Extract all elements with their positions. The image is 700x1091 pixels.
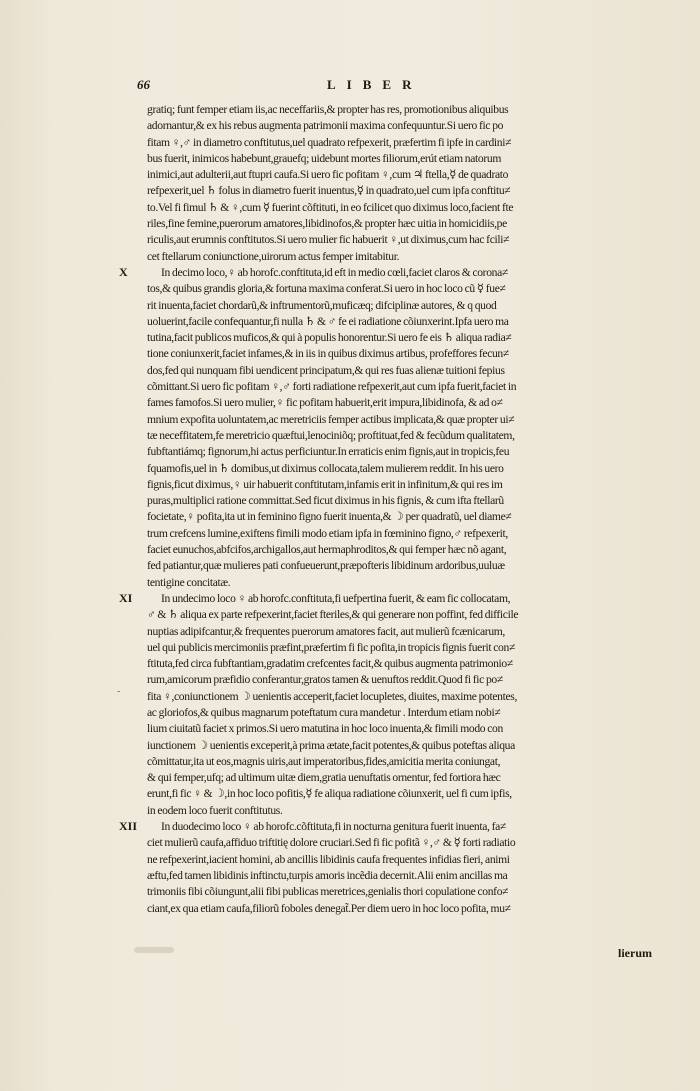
text-line: ciet mulierũ caufa,affiduo triftitię dolore cruciari.Sed fi fic pofitã ♀,♂ & ☿ forti radiatio: [147, 836, 516, 850]
text-line: tutina,facit publicos muficos,& qui à populis honorentur.Si uero fe eis ♄ aliqua radia≠: [147, 331, 512, 345]
section-marker: XII: [119, 819, 138, 834]
text-line: rit inuenta,faciet chordarũ,& inftrumentorũ,muficæq; difciplinæ autores, & q quod: [147, 298, 497, 312]
text-line: In undecimo loco ♀ ab horofc.conftituta,fi uefpertina fuerit, & eam fic collocatam,: [161, 591, 511, 605]
paragraph: [119, 264, 659, 591]
text-line: riles,fine femine,puerorum amatores,libidinofos,& propter hæc uitia in homicidiis,pe: [147, 217, 507, 231]
text-line: fitam ♀,♂ in diametro conftitutus,uel quadrato refpexerit, præfertim fi ipfe in cardini≠: [147, 135, 512, 149]
section-marker: X: [119, 264, 128, 279]
text-line: tos,& quibus grandis gloria,& fortuna maxima conferat.Si uero in hoc loco cũ ☿ fue≠: [147, 282, 506, 296]
text-line: ne refpexerint,iacient homini, ab ancillis libidinis caufa frequentes infidias fieri, animi: [147, 852, 510, 866]
section-marker: XI: [119, 590, 133, 605]
text-line: ac gloriofos,& quibus magnarum poteftatum cura mandetur . Interdum etiam nobi≠: [147, 705, 501, 719]
text-line: fames famofos.Si uero mulier,♀ fic pofitam habuerit,erit impura,libidinofa, & ad o≠: [147, 396, 503, 410]
text-line: In decimo loco,♀ ab horofc.conftituta,id eft in medio cœli,faciet claros & corona≠: [161, 265, 508, 279]
text-line: ftituta,fed circa fubftantiam,gradatim crefcentes facit,& quibus augmenta patrimonio≠: [147, 657, 513, 671]
text-line: ♂ & ♄ aliqua ex parte refpexerint,faciet fteriles,& qui generare non poffint, fed difficile: [147, 608, 519, 622]
margin-mark: -: [117, 686, 121, 697]
text-line: dos,fed qui nunquam fibi uendicent principatum,& qui res fuas alienæ tuitioni fepius: [147, 363, 505, 377]
text-line: trimoniis fibi cõiungunt,alii fibi publicas meretrices,genialis thori copulatione confo≠: [147, 885, 509, 899]
text-line: adornantur,& ex his rebus augmenta patrimonii maxima confequuntur.Si uero fic po: [147, 119, 504, 133]
text-line: to.Vel fi fimul ♄ & ♀,cum ☿ fuerint cõftituti, in eo fcilicet quo diximus loco,facient fte: [147, 200, 514, 214]
page-header: [137, 77, 657, 95]
text-line: In duodecimo loco ♀ ab horofc.cõftituta,fi in nocturna genitura fuerit inuenta, fa≠: [161, 820, 506, 834]
text-line: focietate,♀ pofita,ita ut in feminino figno fuerit inuenta,& ☽ per quadratũ, uel diame≠: [147, 510, 512, 524]
text-line: puras,multiplici ratione committat.Sed ficut diximus in his fignis, & cum ifta ftellarũ: [147, 494, 504, 508]
text-line: bus fuerit, inimicos habebunt,grauefq; uidebunt mortes filiorum,erút etiam natorum: [147, 151, 501, 165]
text-line: tentigine concitatæ.: [147, 575, 231, 589]
text-line: æftu,fed tamen libidinis inftinctu,turpis amoris incẽdia decernit.Alii enim ancillas ma: [147, 868, 508, 882]
text-line: trum crefcens lumine,exiftens fimili modo etiam ipfa in fœminino figno,♂ refpexerit,: [147, 526, 508, 540]
text-line: erunt,fi fic ♀ & ☽,in hoc loco pofitis,☿ fe aliqua radiatione cõiunxerit, uel fi cum ipfis,: [147, 787, 512, 801]
text-line: nuptias adipifcantur,& frequentes puerorum amatores facit, aut mulierũ fcænicarum,: [147, 624, 505, 638]
text-line: & qui femper,ufq; ad ultimum uitæ diem,gratia uenuftatis ornentur, fed fortiora hæc: [147, 771, 501, 785]
running-head: LIBER: [327, 77, 423, 92]
text-line: cet ftellarum coniunctione,uirorum actus femper imitabitur.: [147, 249, 400, 263]
text-body: [119, 102, 659, 917]
catchword: lierum: [618, 946, 652, 960]
text-line: rum,amicorum præfidio conferantur,gratos tamen & uenuftos reddit.Quod fi fic po≠: [147, 673, 503, 687]
text-line: cõmittatur,ita ut eos,magnis uiris,aut imperatoribus,fides,amicitia merita coniungat,: [147, 754, 501, 768]
text-line: fquamofis,uel in ♄ domibus,ut diximus collocata,talem mulierem reddit. In his uero: [147, 461, 504, 475]
text-line: fita ♀,coniunctionem ☽ uenientis acceperit,faciet locupletes, diuites, maxime potentes,: [147, 689, 517, 703]
ink-smudge: [134, 947, 174, 953]
text-line: tæ neceffitatem,fe meretricio quæftui,lenociniõq; proftituat,fed & fecũdum qualitatem,: [147, 428, 515, 442]
text-line: in eodem loco fuerit conftitutus.: [147, 803, 283, 817]
text-line: inimici,aut adulterii,aut ftupri caufa.Si uero fic pofitam ♀,cum ♃ ftella,☿ de quadrato: [147, 168, 509, 182]
paragraph: [147, 102, 659, 265]
text-line: faciet eunuchos,abfcifos,archigallos,aut hermaphroditos,& qui femper hæc nõ agant,: [147, 543, 507, 557]
paragraph: [119, 819, 659, 917]
text-line: mnium expofita uoluntatem,ac meretriciis femper actibus implicata,& quæ propter ui≠: [147, 412, 515, 426]
text-line: fubftantiámq; fignorum,hi actus perficiuntur.In erraticis enim fignis,aut in tropicis,feu: [147, 445, 510, 459]
text-line: uel qui publicis mercimoniis præfint,præfertim fi fic pofita,in tropicis fignis fuerit con≠: [147, 640, 515, 654]
text-line: lium ciuitatũ faciet x primos.Si uero matutina in hoc loco inuenta,& fimili modo con: [147, 722, 503, 736]
text-line: fignis,ficut diximus,♀ uir habuerit conftitutam,infamis erit in infinitum,& qui res im: [147, 477, 503, 491]
text-line: fed patiantur,quæ mulieres pati confueuerunt,præpofteris libidinum ardoribus,uuluæ: [147, 559, 505, 573]
folio-number: 66: [137, 77, 150, 92]
text-line: cõmittant.Si uero fic pofitam ♀,♂ forti radiatione refpexerit,aut cum ipfa fuerit,faciet in: [147, 380, 517, 394]
text-line: iunctionem ☽ uenientis exceperit,à prima ætate,facit potentes,& quibus poteftas aliqua: [147, 738, 515, 752]
text-line: tione coniunxerit,faciet infames,& in iis in quibus diximus artibus, profeffores fecun≠: [147, 347, 509, 361]
paragraph: [119, 590, 659, 819]
text-line: uoluerint,facile confequantur,fi nulla ♄ & ♂ fe ei radiatione cõiunxerint.Ipfa uero ma: [147, 314, 509, 328]
text-line: gratiq; funt femper etiam iis,ac neceffariis,& propter has res, promotionibus aliquibus: [147, 103, 509, 116]
text-line: refpexerit,uel ♄ folus in diametro fuerit inuentus,☿ in quadrato,uel cum ipfa conftitu≠: [147, 184, 511, 198]
text-line: riculis,aut erumnis conftitutos.Si uero mulier fic habuerit ♀,ut diximus,cum hac fcili≠: [147, 233, 510, 247]
text-line: ciant,ex qua etiam caufa,filiorũ foboles denegat̃.Per diem uero in hoc loco pofita, mu≠: [147, 901, 511, 915]
